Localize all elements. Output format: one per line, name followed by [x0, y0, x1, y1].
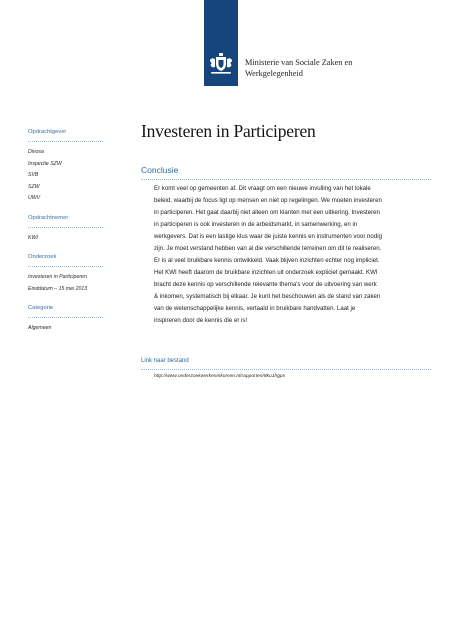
sidebar-heading-onderzoek: Onderzoek	[28, 254, 57, 260]
sidebar-heading-opdrachtgever: Opdrachtgever	[28, 129, 67, 135]
conclusie-line: Er is al veel bruikbare kennis ontwikkeld. Vaak blijven inzichten echter nog impliciet.	[154, 257, 380, 264]
conclusie-line: beleid, waarbij de focus ligt op mensen en niet op regelingen. We moeten investeren	[154, 197, 382, 204]
sidebar	[28, 128, 128, 344]
conclusie-line: zijn. Je moet verstand hebben van al die verschillende terreinen om dit te realiseren.	[154, 245, 382, 252]
conclusie-line: & inkomen, systematisch bij elkaar. Je kunt het beschouwen als de stand van zaken	[154, 293, 381, 300]
conclusie-text	[154, 183, 429, 327]
section-heading-link: Link naar bestand	[141, 358, 189, 364]
divider	[28, 266, 103, 267]
conclusie-line: inspireren door de kennis die er is!	[154, 317, 248, 324]
conclusie-line: Het KWI heeft daarom de bruikbare inzichten uit onderzoek expliciet gemaakt. KWI	[154, 269, 378, 276]
sidebar-item-research-title: Investeren in Participeren	[28, 274, 87, 280]
conclusie-line: werkgevers. Dat is een lastige klus waar de juiste kennis en instrumenten voor nodig	[154, 233, 382, 240]
sidebar-item-uwv: UWV	[28, 195, 41, 201]
sidebar-item-end-date: Einddatum – 15 mei 2013	[28, 285, 88, 292]
divider	[141, 179, 431, 180]
file-link[interactable]: http://www.onderzoekwerkeninkomen.nl/rapporten/8ku1hgpx	[154, 374, 286, 379]
conclusie-line: in participeren. Het gaat daarbij niet alleen om klanten met een uitkering. Investeren	[154, 209, 380, 216]
ministry-name-line-2: Werkgelegenheid	[245, 68, 303, 78]
sidebar-item-svb: SVB	[28, 172, 39, 178]
conclusie-line: in participeren is ook investeren in de arbeidsmarkt, in samenwerking, en in	[154, 221, 358, 228]
ministry-name	[245, 58, 445, 79]
coat-of-arms-icon	[209, 52, 233, 76]
divider	[28, 227, 103, 228]
sidebar-heading-opdrachtnemer: Opdrachtnemer	[28, 214, 69, 221]
conclusie-line: bracht deze kennis op verschillende relevante thema's voor de uitvoering van werk	[154, 281, 377, 288]
conclusie-line: Er komt veel op gemeenten af. Dit vraagt om een nieuwe invulling van het lokale	[154, 185, 371, 192]
divider	[141, 369, 431, 370]
page-title: Investeren in Participeren	[141, 121, 316, 141]
section-heading-conclusie: Conclusie	[141, 165, 179, 175]
sidebar-group-categorie	[28, 304, 128, 335]
sidebar-item-algemeen: Algemeen	[28, 325, 52, 331]
sidebar-heading-categorie: Categorie	[28, 305, 54, 311]
sidebar-item-kwi: KWI	[28, 234, 38, 241]
divider	[28, 141, 103, 142]
ministry-name-line-1: Ministerie van Sociale Zaken en	[245, 58, 353, 67]
sidebar-group-opdrachtnemer	[28, 214, 128, 245]
sidebar-item-szw: SZW	[28, 183, 40, 190]
conclusie-line: van de wetenschappelijke kennis, vertaald in bruikbare handvatten. Laat je	[154, 305, 356, 312]
sidebar-item-inspectie-szw: Inspectie SZW	[28, 160, 62, 167]
sidebar-group-onderzoek	[28, 253, 128, 295]
sidebar-group-opdrachtgever	[28, 128, 128, 205]
logo-band	[204, 0, 238, 86]
sidebar-item-divosa: Divosa	[28, 149, 44, 155]
divider	[28, 317, 103, 318]
